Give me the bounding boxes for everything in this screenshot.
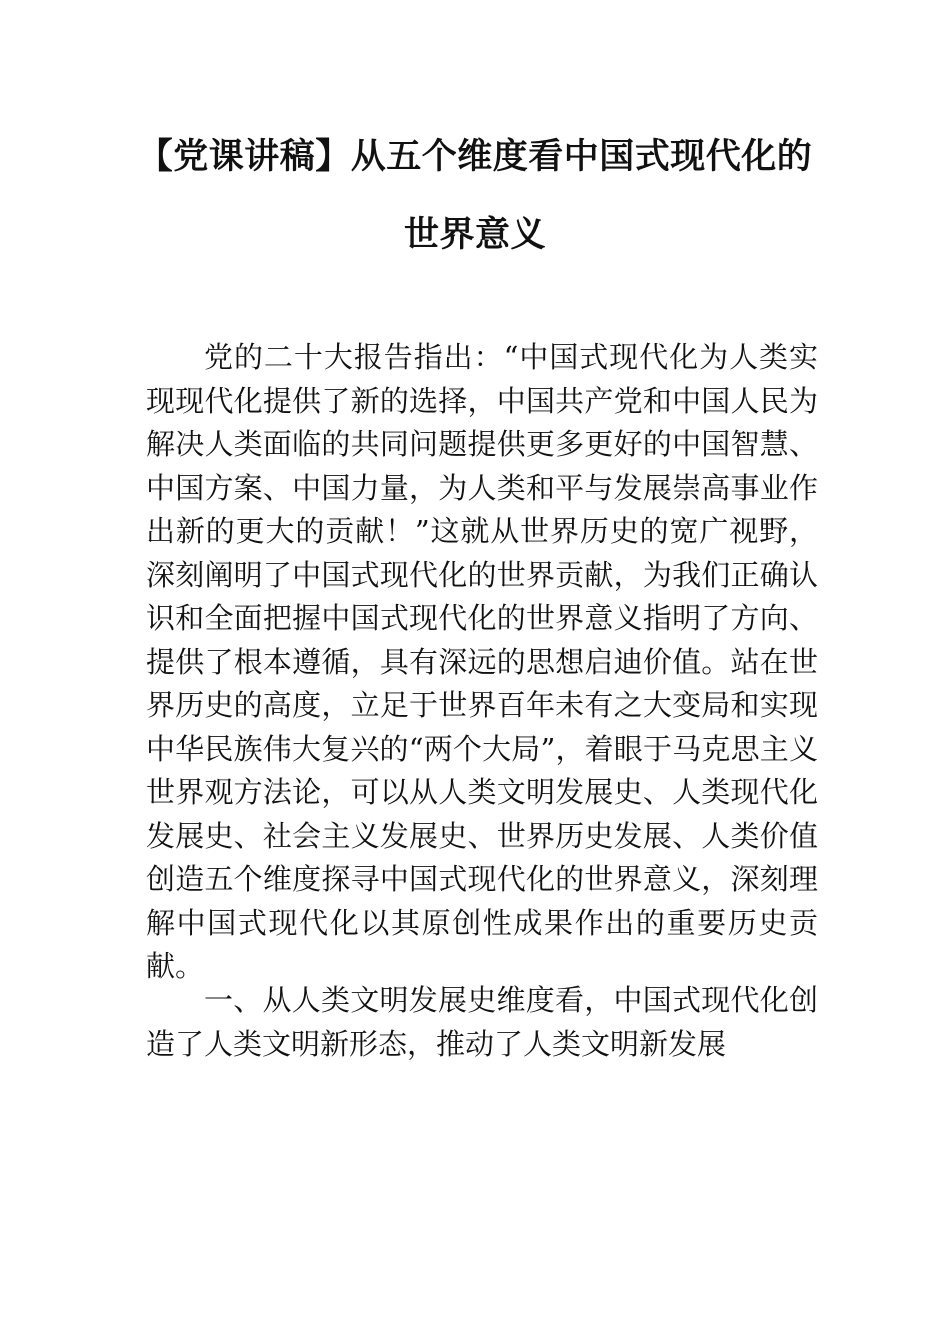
section-heading-one: 一、从人类文明发展史维度看，中国式现代化创造了人类文明新形态，推动了人类文明新发展 [146, 983, 818, 1061]
body-paragraph-intro: 党的二十大报告指出：“中国式现代化为人类实现现代化提供了新的选择，中国共产党和中国人民为解决人类面临的共同问题提供更多更好的中国智慧、中国方案、中国力量，为人类和平与发展崇高事业作出新的更大的贡献！”这就从世界历史的宽广视野，深刻阐明了中国式现代化的世界贡献，为我们正确认识和全面把握中国式现代化的世界意义指明了方向、提供了根本遵循，具有深远的思想启迪价值。站在世界历史的高度，立足于世界百年未有之大变局和实现中华民族伟大复兴的“两个大局”，着眼于马克思主义世界观方法论，可以从人类文明发展史、人类现代化发展史、社会主义发展史、世界历史发展、人类价值创造五个维度探寻中国式现代化的世界意义，深刻理解中国式现代化以其原创性成果作出的重要历史贡献。 [146, 340, 818, 983]
document-title: 【党课讲稿】从五个维度看中国式现代化的世界意义 [137, 136, 813, 255]
